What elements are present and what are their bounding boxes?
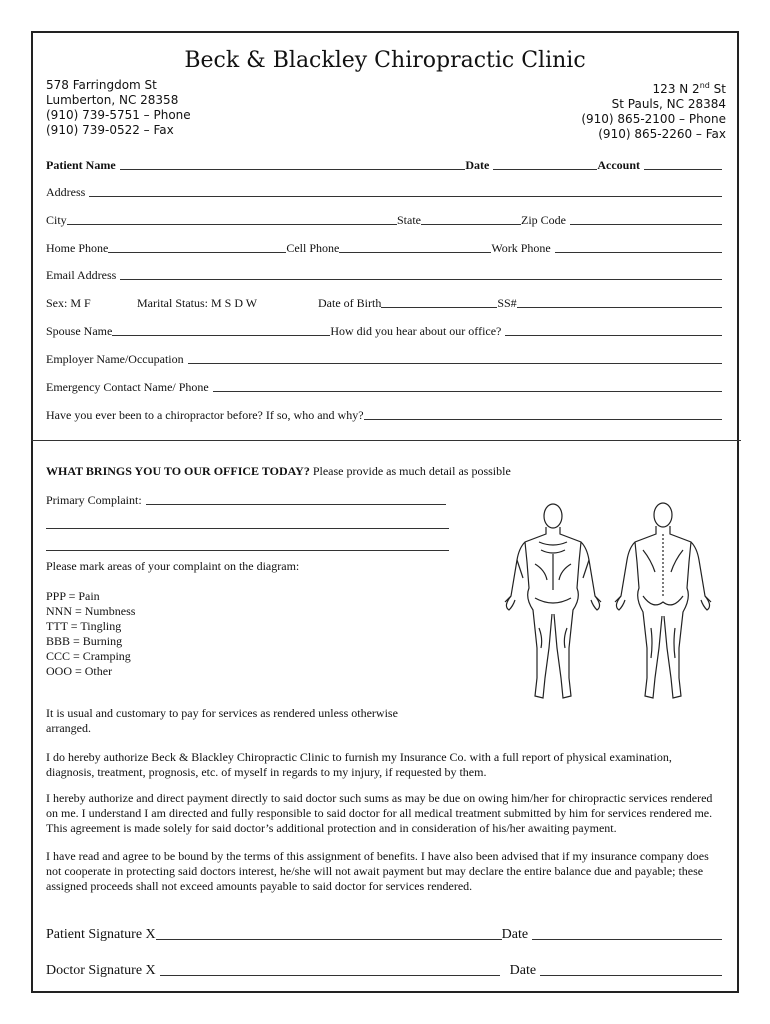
insurance-authorization-paragraph: I do hereby authorize Beck & Blackley Chiropractic Clinic to furnish my Insurance Co. with a full report of physical examination, diagnosis, treatment, prognosis, etc. of myself in regards to my injury, if requested by them. [46, 750, 672, 779]
account-label: Account [597, 158, 640, 172]
primary-complaint-row [46, 490, 446, 508]
legend-burning: BBB = Burning [46, 634, 123, 648]
zip-field[interactable] [570, 223, 722, 225]
right-office-address [581, 78, 726, 142]
employer-row [46, 349, 722, 367]
email-row [46, 265, 722, 283]
clinic-title: Beck & Blackley Chiropractic Clinic [184, 48, 586, 73]
legend-tingling: TTT = Tingling [46, 619, 122, 633]
emergency-row [46, 377, 722, 395]
address-line: 123 N 2nd St [652, 81, 726, 96]
legend-other: OOO = Other [46, 664, 113, 678]
legend-cramping: CCC = Cramping [46, 649, 131, 663]
address-line: 578 Farringdom St [46, 78, 157, 92]
doctor-signature-date-field[interactable] [540, 974, 722, 976]
city-label: City [46, 213, 67, 227]
patient-signature-field[interactable] [156, 938, 502, 940]
fax-line: (910) 865-2260 – Fax [598, 127, 726, 141]
date-label: Date [465, 158, 490, 172]
symptom-legend [46, 589, 135, 679]
phone-line: (910) 865-2100 – Phone [581, 112, 726, 126]
referral-label: How did you hear about our office? [330, 324, 502, 338]
emergency-field[interactable] [213, 390, 722, 392]
address-row [46, 182, 722, 200]
doctor-signature-date-label: Date [509, 963, 537, 978]
assignment-of-benefits-paragraph: I have read and agree to be bound by the terms of this assignment of benefits. I have also been advised that if my insurance company does not cooperate in protecting said doctors interest, he/she will not await payment but may declare the entire balance due and payable; these assigned proceeds shall not exceed amounts payable to said doctor for services rendered. [46, 849, 709, 893]
home-phone-field[interactable] [108, 251, 286, 253]
account-field[interactable] [644, 168, 722, 170]
work-phone-field[interactable] [555, 251, 722, 253]
referral-field[interactable] [505, 334, 722, 336]
section-divider [31, 440, 741, 441]
cell-phone-field[interactable] [339, 251, 491, 253]
state-label: State [397, 213, 421, 227]
patient-signature-row [46, 921, 722, 943]
dob-field[interactable] [381, 306, 497, 308]
complaint-line[interactable] [46, 550, 449, 551]
body-front-diagram[interactable] [495, 498, 615, 710]
sex-options[interactable]: Sex: M F [46, 296, 91, 310]
patient-signature-date-label: Date [501, 927, 529, 942]
patient-name-field[interactable] [120, 168, 466, 170]
work-phone-label: Work Phone [491, 241, 551, 255]
zip-label: Zip Code [521, 213, 566, 227]
email-label: Email Address [46, 268, 117, 282]
payment-terms-paragraph: It is usual and customary to pay for services as rendered unless otherwise arranged. [46, 706, 398, 735]
address-line: Lumberton, NC 28358 [46, 93, 179, 107]
phones-row [46, 238, 722, 256]
ss-field[interactable] [517, 306, 722, 308]
doctor-signature-field[interactable] [160, 974, 500, 976]
body-back-diagram[interactable] [607, 498, 727, 710]
address-field[interactable] [89, 195, 722, 197]
prior-chiro-row [46, 405, 722, 423]
city-row [46, 210, 722, 228]
patient-name-row [46, 155, 722, 173]
spouse-label: Spouse Name [46, 324, 113, 338]
spouse-row [46, 321, 722, 339]
employer-label: Employer Name/Occupation [46, 352, 184, 366]
cell-phone-label: Cell Phone [286, 241, 340, 255]
primary-complaint-label: Primary Complaint: [46, 493, 142, 507]
address-label: Address [46, 185, 86, 199]
patient-signature-label: Patient Signature X [46, 927, 156, 942]
prior-chiro-label: Have you ever been to a chiropractor before? If so, who and why? [46, 408, 364, 422]
complaint-heading: WHAT BRINGS YOU TO OUR OFFICE TODAY? Please provide as much detail as possible [46, 464, 511, 478]
prior-chiro-field[interactable] [364, 418, 722, 420]
primary-complaint-field[interactable] [146, 503, 446, 505]
patient-signature-date-field[interactable] [532, 938, 722, 940]
demographics-row [46, 293, 722, 311]
diagram-instruction: Please mark areas of your complaint on the diagram: [46, 559, 300, 573]
phone-line: (910) 739-5751 – Phone [46, 108, 191, 122]
complaint-line[interactable] [46, 528, 449, 529]
direct-payment-paragraph: I hereby authorize and direct payment directly to said doctor such sums as may be due on owing him/her for chiropractic services rendered on me. I understand I am directed and fully responsible to said doctor for all medical treatment submitted by him for services rendered me. This agreement is made solely for said doctor’s additional protection and in consideration of his/her awaiting payment. [46, 791, 713, 835]
date-field[interactable] [493, 168, 597, 170]
ss-label: SS# [497, 296, 517, 310]
email-field[interactable] [120, 278, 722, 280]
legend-pain: PPP = Pain [46, 589, 100, 603]
home-phone-label: Home Phone [46, 241, 109, 255]
city-field[interactable] [67, 223, 397, 225]
left-office-address [46, 78, 191, 138]
emergency-label: Emergency Contact Name/ Phone [46, 380, 209, 394]
doctor-signature-label: Doctor Signature X [46, 963, 156, 978]
fax-line: (910) 739-0522 – Fax [46, 123, 174, 137]
patient-name-label: Patient Name [46, 158, 116, 172]
dob-label: Date of Birth [318, 296, 382, 310]
employer-field[interactable] [188, 362, 722, 364]
doctor-signature-row [46, 957, 722, 979]
legend-numbness: NNN = Numbness [46, 604, 136, 618]
marital-status-options[interactable]: Marital Status: M S D W [137, 296, 258, 310]
spouse-field[interactable] [112, 334, 330, 336]
address-line: St Pauls, NC 28384 [611, 97, 726, 111]
state-field[interactable] [421, 223, 521, 225]
